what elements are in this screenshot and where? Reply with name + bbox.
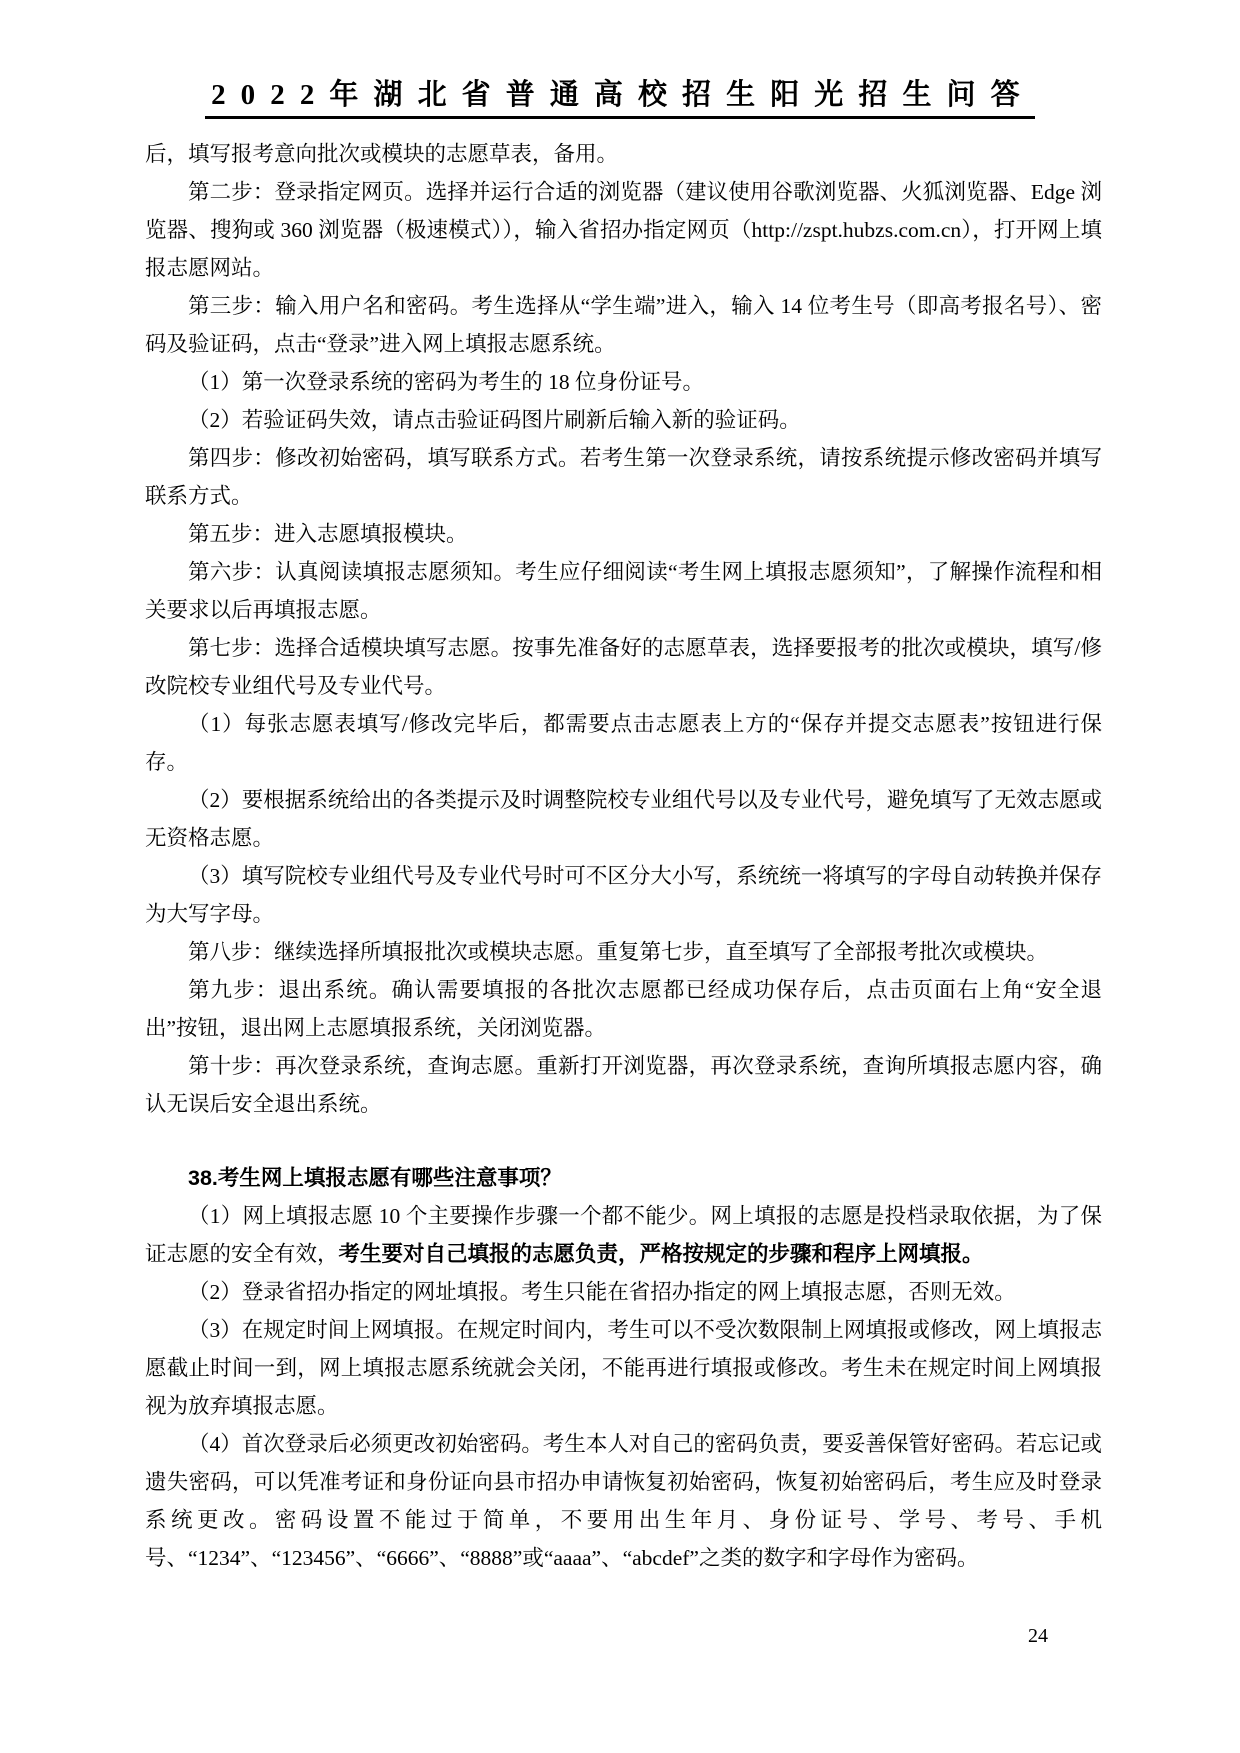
question-38-item-4-paragraph: （4）首次登录后必须更改初始密码。考生本人对自己的密码负责，要妥善保管好密码。若忘记或遗失密码，可以凭准考证和身份证向县市招办申请恢复初始密码，恢复初始密码后，考生应及时登录系统更改。密码设置不能过于简单，不要用出生年月、身份证号、学号、考号、手机号、“1234”、“123456”、“6666”、“8888”或“aaaa”、“abcdef”之类的数字和字母作为密码。 <box>145 1432 1102 1570</box>
document-title: 2022年湖北省普通高校招生阳光招生问答 <box>205 72 1034 119</box>
item-1-bold-text: 考生要对自己填报的志愿负责，严格按规定的步骤和程序上网填报。 <box>338 1242 984 1266</box>
continuation-paragraph: 后，填写报考意向批次或模块的志愿草表，备用。 <box>145 142 619 166</box>
step-7-note-2-paragraph: （2）要根据系统给出的各类提示及时调整院校专业组代号以及专业代号，避免填写了无效志愿或无资格志愿。 <box>145 788 1102 850</box>
document-header <box>0 0 1240 119</box>
step-3-paragraph: 第三步：输入用户名和密码。考生选择从“学生端”进入，输入 14 位考生号（即高考报名号）、密码及验证码，点击“登录”进入网上填报志愿系统。 <box>145 294 1102 356</box>
step-7-note-3-paragraph: （3）填写院校专业组代号及专业代号时可不区分大小写，系统统一将填写的字母自动转换并保存为大写字母。 <box>145 864 1102 926</box>
step-7-note-1-paragraph: （1）每张志愿表填写/修改完毕后，都需要点击志愿表上方的“保存并提交志愿表”按钮进行保存。 <box>145 712 1102 774</box>
step-8-paragraph: 第八步：继续选择所填报批次或模块志愿。重复第七步，直至填写了全部报考批次或模块。 <box>188 940 1049 964</box>
step-4-paragraph: 第四步：修改初始密码，填写联系方式。若考生第一次登录系统，请按系统提示修改密码并填写联系方式。 <box>145 446 1102 508</box>
question-38-item-1-paragraph <box>145 1197 1102 1273</box>
page-number: 24 <box>1028 1625 1048 1647</box>
step-10-paragraph: 第十步：再次登录系统，查询志愿。重新打开浏览器，再次登录系统，查询所填报志愿内容，确认无误后安全退出系统。 <box>145 1054 1102 1116</box>
step-7-paragraph: 第七步：选择合适模块填写志愿。按事先准备好的志愿草表，选择要报考的批次或模块，填写/修改院校专业组代号及专业代号。 <box>145 636 1102 698</box>
question-38-item-3-paragraph: （3）在规定时间上网填报。在规定时间内，考生可以不受次数限制上网填报或修改，网上填报志愿截止时间一到，网上填报志愿系统就会关闭，不能再进行填报或修改。考生未在规定时间上网填报视为放弃填报志愿。 <box>145 1318 1102 1418</box>
step-6-paragraph: 第六步：认真阅读填报志愿须知。考生应仔细阅读“考生网上填报志愿须知”，了解操作流程和相关要求以后再填报志愿。 <box>145 560 1102 622</box>
step-5-paragraph: 第五步：进入志愿填报模块。 <box>188 522 468 546</box>
question-38-item-2-paragraph: （2）登录省招办指定的网址填报。考生只能在省招办指定的网上填报志愿，否则无效。 <box>188 1280 1016 1304</box>
document-body <box>0 119 1240 1577</box>
step-2-paragraph: 第二步：登录指定网页。选择并运行合适的浏览器（建议使用谷歌浏览器、火狐浏览器、Edge 浏览器、搜狗或 360 浏览器（极速模式）），输入省招办指定网页（http://zspt.hubzs.com.cn），打开网上填报志愿网站。 <box>145 180 1102 280</box>
step-3-note-2-paragraph: （2）若验证码失效，请点击验证码图片刷新后输入新的验证码。 <box>188 408 801 432</box>
item-1-normal-text: （1）网上填报志愿 10 个主要操作步骤一个都不能少。网上填报的志愿是投档录取依据，为了保证志愿的安全有效， <box>145 1204 1102 1266</box>
step-9-paragraph: 第九步：退出系统。确认需要填报的各批次志愿都已经成功保存后，点击页面右上角“安全退出”按钮，退出网上志愿填报系统，关闭浏览器。 <box>145 978 1102 1040</box>
step-3-note-1-paragraph: （1）第一次登录系统的密码为考生的 18 位身份证号。 <box>188 370 705 394</box>
question-38-heading: 38.考生网上填报志愿有哪些注意事项？ <box>188 1166 562 1190</box>
